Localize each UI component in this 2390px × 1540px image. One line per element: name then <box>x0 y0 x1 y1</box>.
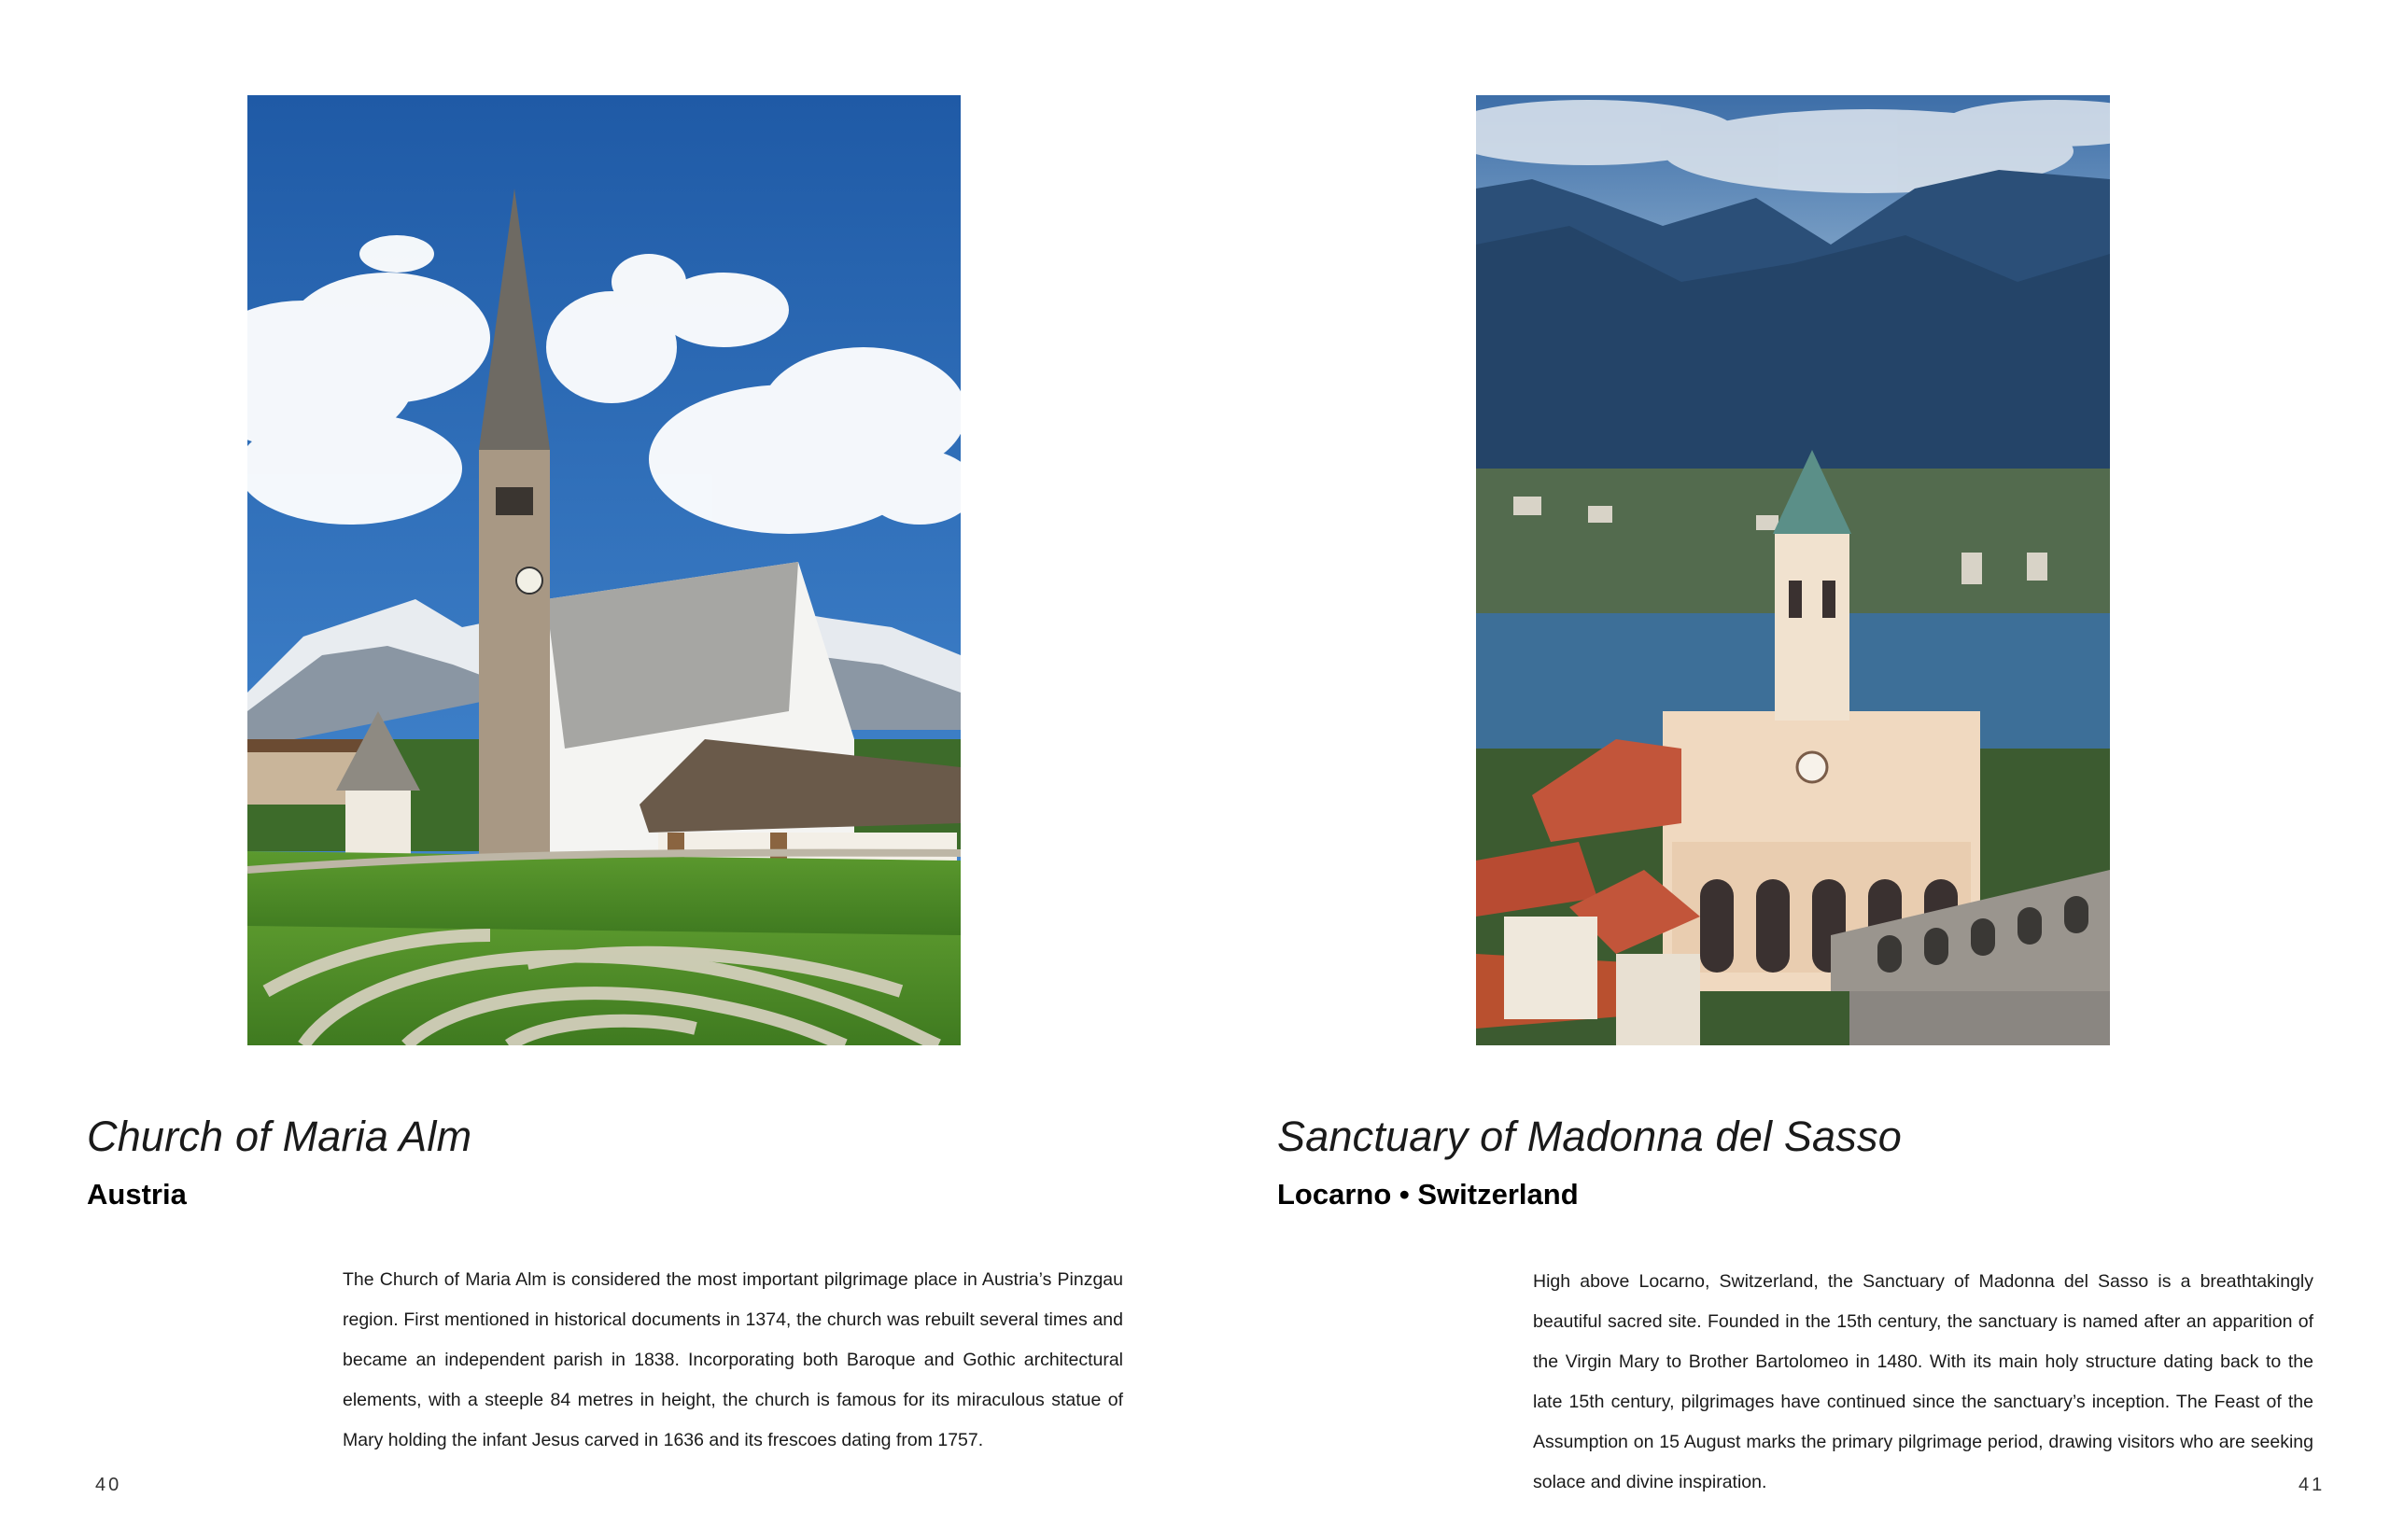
body-text-left: The Church of Maria Alm is considered the most important pilgrimage place in Austria’s Pinzgau region. First mentioned in historical documents in 1374, the church was rebuilt several times and became an independent parish in 1838. Incorporating both Baroque and Gothic architectural elements, with a steeple 84 metres in height, the church is famous for its miraculous statue of Mary holding the infant Jesus carved in 1636 and its frescoes dating from 1757. <box>343 1269 1123 1450</box>
madonna-del-sasso-photo <box>1476 95 2110 1045</box>
page-number-right: 41 <box>2299 1475 2326 1495</box>
page-number-left: 40 <box>95 1475 122 1495</box>
page-subtitle-right: Locarno • Switzerland <box>1277 1178 1579 1211</box>
page-title-left: Church of Maria Alm <box>87 1113 472 1160</box>
page-title-right: Sanctuary of Madonna del Sasso <box>1277 1113 1902 1160</box>
church-maria-alm-illustration <box>247 95 961 1045</box>
madonna-del-sasso-illustration <box>1476 95 2110 1045</box>
page-subtitle-left: Austria <box>87 1178 187 1211</box>
church-maria-alm-photo <box>247 95 961 1045</box>
body-text-right: High above Locarno, Switzerland, the Sanctuary of Madonna del Sasso is a breathtakingly beautiful sacred site. Founded in the 15th century, the sanctuary is named after an apparition of the Virgin Mary to Brother Bartolomeo in 1480. With its main holy structure dating back to the late 15th century, pilgrimages have continued since the sanctuary’s inception. The Feast of the Assumption on 15 August marks the primary pilgrimage period, drawing visitors who are seeking solace and divine inspiration. <box>1533 1271 2313 1492</box>
